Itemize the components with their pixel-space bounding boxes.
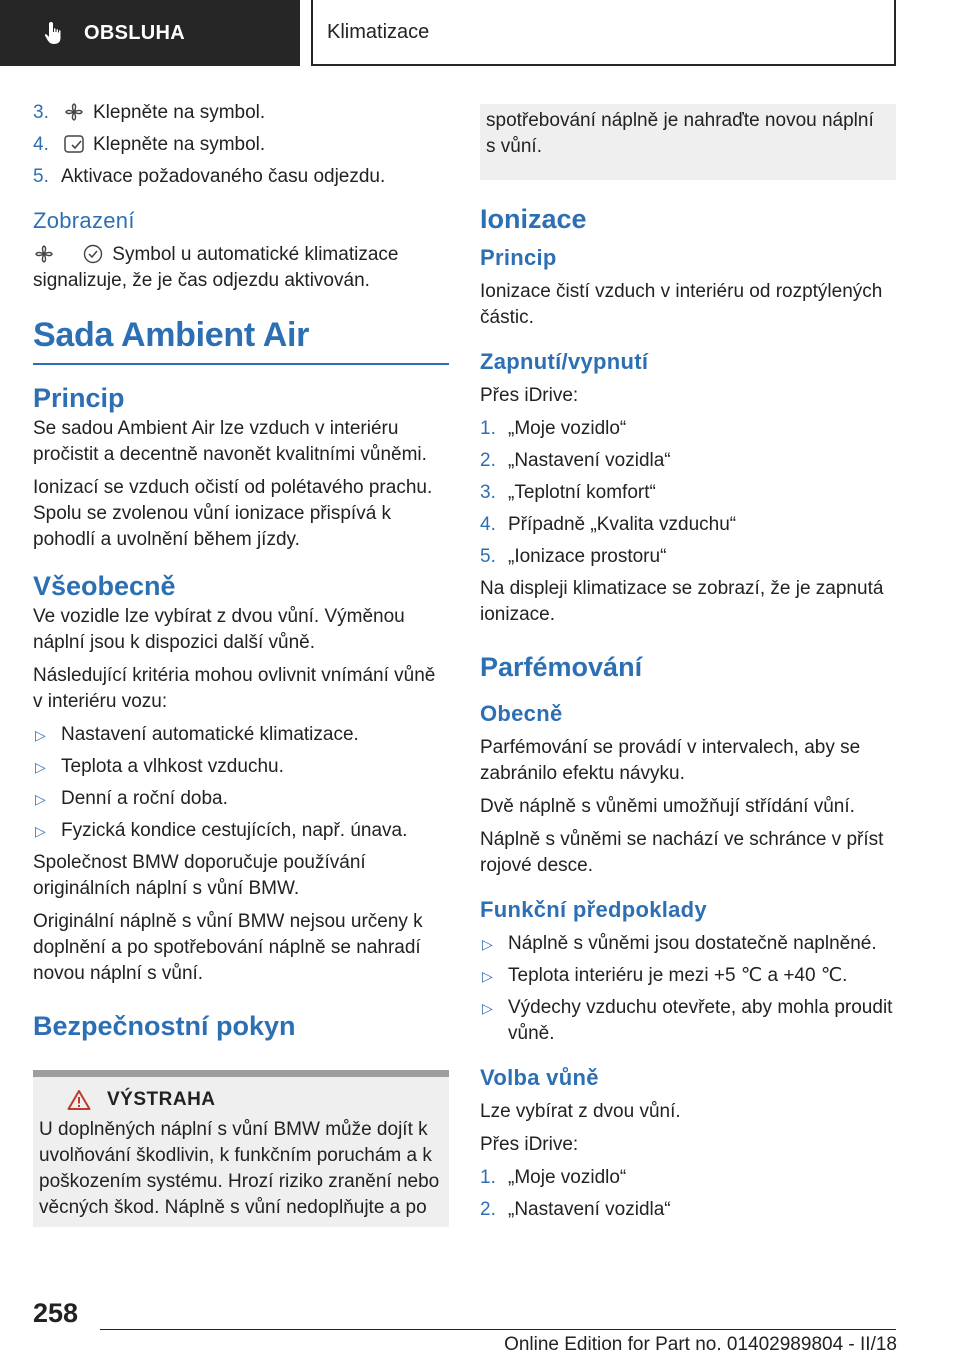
step-number: 1. [480,418,496,439]
vseobecne-heading: Všeobecně [33,571,176,601]
step-text: Aktivace požadovaného času odjezdu. [61,166,386,187]
list-item [480,963,896,989]
hand-icon [42,20,68,46]
idrive-label: Přes iDrive: [480,385,579,406]
zobrazeni-text: Symbol u automatické klimatizace signalizuje, že je čas odjezdu aktivován. [33,244,399,291]
safety-heading: Bezpečnostní pokyn [33,1011,296,1041]
menu-path-text: Případně „Kvalita vzduchu“ [508,514,737,535]
menu-path-list [480,1165,896,1223]
warning-box [33,1070,449,1227]
menu-path-text: „Ionizace prostoru“ [508,546,667,567]
princip-text: Ionizace čistí vzduch v interiéru od rozptýlených částic. [480,281,883,328]
footer-edition: Online Edition for Part no. 01402989804 - II/18 [504,1334,897,1355]
triangle-bullet-icon: ▷ [35,823,46,839]
parfemovani-heading: Parfémování [480,652,643,682]
list-item [480,512,896,538]
triangle-bullet-icon: ▷ [482,968,493,984]
zobrazeni-paragraph [33,242,449,294]
footer-divider [100,1329,896,1330]
list-item [33,164,449,190]
list-item [480,416,896,442]
condition-text: Náplně s vůněmi jsou dostatečně naplněné. [508,933,877,954]
obecne-paragraph-3: Náplně s vůněmi se nachází ve schránce v příst rojové desce. [480,829,884,876]
obecne-paragraph-1: Parfémování se provádí v intervalech, aby se zabránilo efektu návyku. [480,737,861,784]
ionizace-heading: Ionizace [480,204,587,234]
menu-path-text: „Nastavení vozidla“ [508,450,671,471]
zapnuti-heading: Zapnutí/vypnutí [480,349,649,374]
step-number: 4. [33,134,49,155]
right-column [480,104,896,1229]
list-item [480,1197,896,1223]
menu-path-list [480,416,896,570]
triangle-bullet-icon: ▷ [482,1000,493,1016]
warning-title: VÝSTRAHA [107,1089,216,1110]
step-number: 1. [480,1167,496,1188]
criteria-text: Nastavení automatické klimatizace. [61,724,359,745]
princip-heading: Princip [33,383,125,413]
list-item [480,931,896,957]
criteria-text: Fyzická kondice cestujících, např. únava. [61,820,408,841]
menu-path-text: „Nastavení vozidla“ [508,1199,671,1220]
section-label: OBSLUHA [84,21,185,44]
confirm-box-icon [63,133,85,155]
menu-path-text: „Moje vozidlo“ [508,1167,627,1188]
princip-paragraph-2: Ionizací se vzduch očistí od polétavého prachu. Spolu se zvolenou vůní ionizace přispívá k pohodlí a uvolnění během jízdy. [33,477,433,550]
step-number: 3. [33,102,49,123]
step-text: Klepněte na symbol. [93,102,266,123]
idrive-label: Přes iDrive: [480,1134,579,1155]
steps-list [33,100,449,190]
warning-triangle-icon [67,1089,91,1111]
list-item [480,1165,896,1191]
obecne-heading: Obecně [480,701,563,726]
step-number: 4. [480,514,496,535]
triangle-bullet-icon: ▷ [35,791,46,807]
criteria-text: Teplota a vlhkost vzduchu. [61,756,284,777]
clock-check-icon [82,243,104,265]
funkcni-heading: Funkční předpoklady [480,897,707,922]
triangle-bullet-icon: ▷ [482,936,493,952]
menu-path-text: „Teplotní komfort“ [508,482,656,503]
warning-title-row [39,1089,441,1111]
step-number: 5. [480,546,496,567]
vseobecne-paragraph-3: Společnost BMW doporučuje používání originálních náplní s vůní BMW. [33,852,366,899]
left-column [33,100,449,1227]
display-text: Na displeji klimatizace se zobrazí, že je zapnutá ionizace. [480,578,884,625]
fan-icon [63,101,85,123]
warning-continuation-text: spotřebování náplně je nahraďte novou náplní s vůní. [486,110,874,157]
step-number: 5. [33,166,49,187]
list-item [33,754,449,780]
condition-text: Výdechy vzduchu otevřete, aby mohla proudit vůně. [508,997,893,1044]
topic-header [311,0,896,66]
menu-path-text: „Moje vozidlo“ [508,418,627,439]
obecne-paragraph-2: Dvě náplně s vůněmi umožňují střídání vůní. [480,796,855,817]
list-item [33,786,449,812]
step-text: Klepněte na symbol. [93,134,266,155]
volba-text: Lze vybírat z dvou vůní. [480,1101,681,1122]
triangle-bullet-icon: ▷ [35,727,46,743]
step-number: 2. [480,1199,496,1220]
triangle-bullet-icon: ▷ [35,759,46,775]
conditions-list [480,931,896,1047]
vseobecne-paragraph-1: Ve vozidle lze vybírat z dvou vůní. Výměnou náplní jsou k dispozici další vůně. [33,606,405,653]
criteria-text: Denní a roční doba. [61,788,228,809]
condition-text: Teplota interiéru je mezi +5 ℃ a +40 ℃. [508,965,848,986]
list-item [33,818,449,844]
step-number: 3. [480,482,496,503]
page-number: 258 [33,1298,79,1328]
fan-icon [33,243,55,265]
warning-continuation [480,104,896,180]
warning-text: U doplněných náplní s vůní BMW může dojít k uvolňování škodlivin, k funkčním poruchám a k poškozením systému. Hrozí riziko zranění nebo věcných škod. Náplně s vůní nedoplňujte a po [39,1119,440,1218]
list-item [480,544,896,570]
list-item [33,722,449,748]
princip-heading: Princip [480,245,557,270]
list-item [480,480,896,506]
volba-heading: Volba vůně [480,1065,599,1090]
vseobecne-paragraph-4: Originální náplně s vůní BMW nejsou určeny k doplnění a po spotřebování náplně se nahradí novou náplní s vůní. [33,911,423,984]
criteria-list [33,722,449,844]
list-item [33,132,449,158]
list-item [33,100,449,126]
zobrazeni-heading: Zobrazení [33,208,135,233]
princip-paragraph-1: Se sadou Ambient Air lze vzduch v interiéru pročistit a decentně navonět kvalitními vůněmi. [33,418,427,465]
list-item [480,448,896,474]
list-item [480,995,896,1047]
section-tab [0,0,300,66]
topic-label: Klimatizace [327,20,430,43]
step-number: 2. [480,450,496,471]
vseobecne-paragraph-2: Následující kritéria mohou ovlivnit vnímání vůně v interiéru vozu: [33,665,436,712]
ambient-air-heading: Sada Ambient Air [33,316,449,365]
